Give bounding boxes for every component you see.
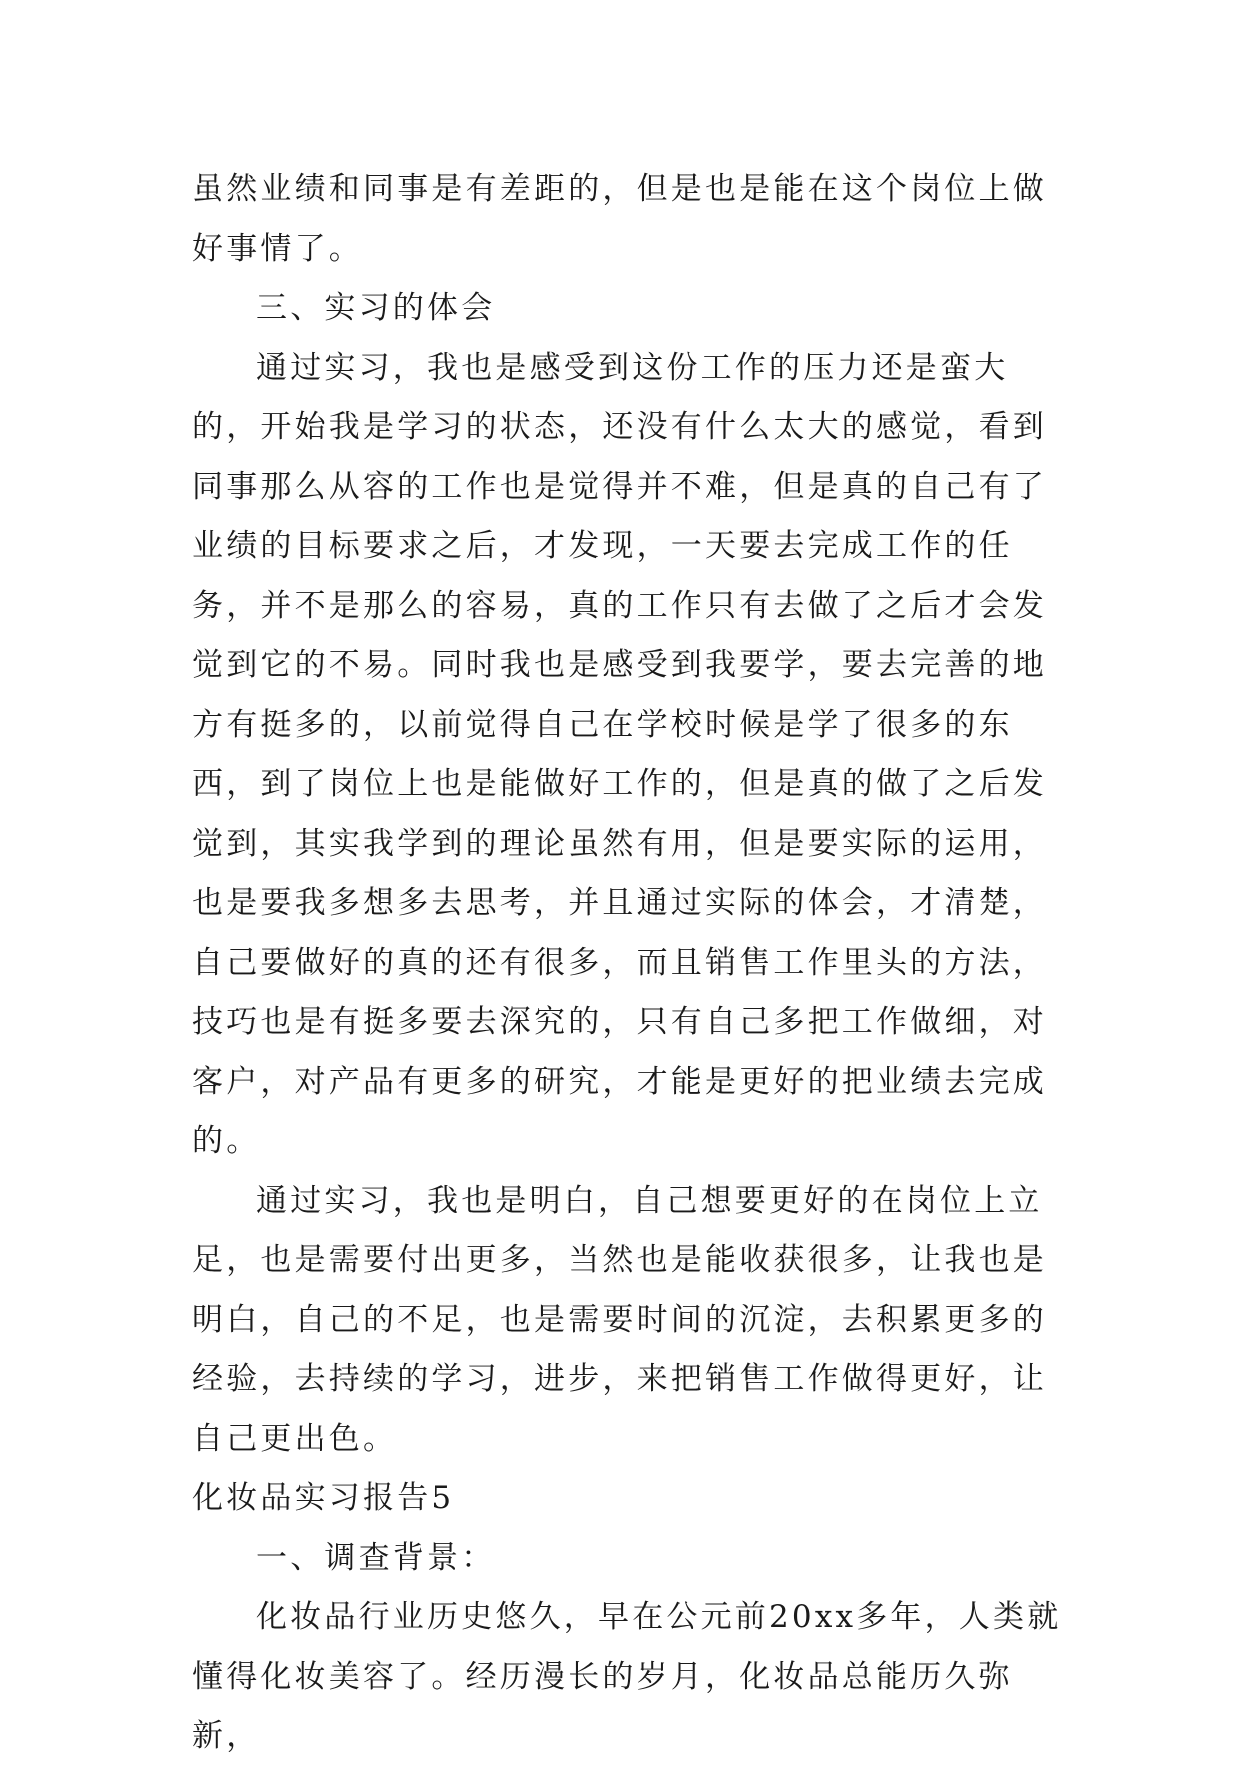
paragraph-experience-2: 通过实习，我也是明白，自己想要更好的在岗位上立足，也是需要付出更多，当然也是能收获很多，让我也是明白，自己的不足，也是需要时间的沉淀，去积累更多的经验，去持续的学习，进步，来把销售工作做得更好，让自己更出色。 <box>192 1182 1047 1457</box>
section-heading-experience: 三、实习的体会 <box>256 290 496 326</box>
paragraph-experience-1: 通过实习，我也是感受到这份工作的压力还是蛮大的，开始我是学习的状态，还没有什么太大的感觉，看到同事那么从容的工作也是觉得并不难，但是真的自己有了业绩的目标要求之后，才发现，一天要去完成工作的任务，并不是那么的容易，真的工作只有去做了之后才会发觉到它的不易。同时我也是感受到我要学，要去完善的地方有挺多的，以前觉得自己在学校时候是学了很多的东西，到了岗位上也是能做好工作的，但是真的做了之后发觉到，其实我学到的理论虽然有用，但是要实际的运用，也是要我多想多去思考，并且通过实际的体会，才清楚，自己要做好的真的还有很多，而且销售工作里头的方法，技巧也是有挺多要去深究的，只有自己多把工作做细，对客户，对产品有更多的研究，才能是更好的把业绩去完成的。 <box>192 349 1047 1159</box>
section-heading-background: 一、调查背景： <box>256 1539 496 1576</box>
report-title: 化妆品实习报告5 <box>192 1480 455 1516</box>
document-body <box>192 160 1072 1767</box>
paragraph-background: 化妆品行业历史悠久，早在公元前20xx多年，人类就懂得化妆美容了。经历漫长的岁月，化妆品总能历久弥新， <box>192 1599 1062 1754</box>
paragraph-continuation: 虽然业绩和同事是有差距的，但是也是能在这个岗位上做好事情了。 <box>192 171 1047 267</box>
